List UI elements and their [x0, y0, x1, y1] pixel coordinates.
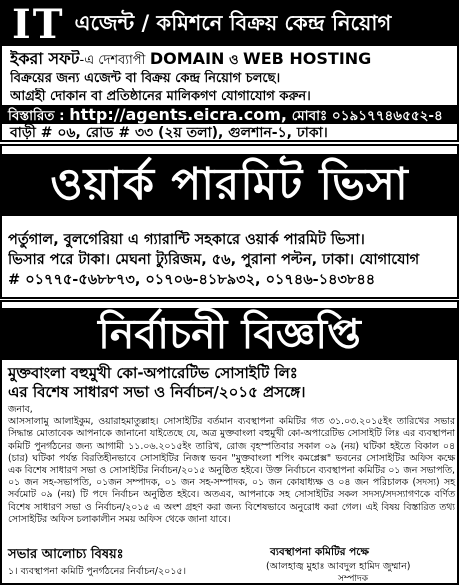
it-agent-ad: [0, 0, 459, 142]
agenda-item: ১। ব্যবস্থাপনা কমিটি পুনর্গঠনের নির্বাচন/২০১৫।: [8, 566, 187, 577]
signature-name: (আলহাজ্ব মুহাঃ আবদুল হামিদ জুম্মান): [266, 561, 411, 572]
ad2-banner: ওয়ার্ক পারমিট ভিসা: [2, 154, 457, 216]
signature-title: ব্যবস্থাপনা কমিটির পক্ষে: [270, 546, 370, 558]
web-url[interactable]: http://agents.eicra.com,: [69, 105, 287, 124]
ad1-header-bar: [2, 2, 457, 46]
ad1-line-2: বিক্রয়ের জন্য এজেন্ট বা বিক্রয় কেন্দ্র নিয়োগ চলছে।: [10, 71, 281, 86]
it-logo: IT: [12, 0, 65, 48]
ad1-and: ও: [228, 53, 239, 68]
ad1-domain: DOMAIN: [149, 50, 225, 68]
ad2-body: [8, 230, 453, 290]
ad1-web-hosting: WEB HOSTING: [243, 50, 372, 68]
signature-role: সম্পাদক: [338, 574, 369, 584]
ad3-sub-line-2: এর বিশেষ সাধারণ সভা ও নির্বাচন/২০১৫ প্রসঙ্গে।: [8, 383, 306, 401]
ad2-line-1: পর্তুগাল, বুলগেরিয়া এ গ্যারান্টি সহকারে ওয়ার্ক পারমিট ভিসা।: [8, 232, 365, 248]
ad1-address: বাড়ী # ০৬, রোড # ৩৩ (২য় তলা), গুলশান-১, ঢাকা।: [10, 125, 328, 141]
ad3-body: [8, 404, 455, 526]
phone-label: মোবাঃ: [291, 108, 328, 124]
company-name: ইকরা সফট: [10, 50, 80, 68]
ad2-line-2: ভিসার পরে টাকা। মেঘনা ট্যুরিজম, ৫৬, পুরানা পল্টন, ঢাকা। যোগাযোগ: [8, 252, 420, 268]
ad3-footer: [8, 545, 455, 584]
ad1-line-3: আগ্রহী দোকান বা প্রতিষ্ঠানের মালিকগণ যোগাযোগ করুন।: [10, 89, 311, 104]
ad1-headline: এজেন্ট / কমিশনে বিক্রয় কেন্দ্র নিয়োগ: [74, 10, 392, 35]
ad3-greeting: জনাব,: [8, 404, 33, 415]
ad1-line1-a: -এ দেশব্যাপী: [79, 53, 146, 68]
ad1-contact-bar: [2, 105, 457, 124]
ad3-body-text: আসসালামু আলাইকুম, ওয়ারাহমাতুল্লাহ। সোসাইটির বর্তমান ব্যবস্থাপনা কমিটির গত ৩১.০৩.২০১৫ইং তারিখের সভার সিদ্ধান্ত মোতাবেক আপনাকে জানানো যাইতেছে যে, অত্র মুক্তবাংলা বহুমুখী কো-অপারেটিভ সোসাইটি লিঃ এর ব্যবস্থাপনা কমিটি পুনর্গঠনের জন্য আগামী ১১.০৬.২০১৫ইং তারিখ, রোজ বৃহস্পতিবার সকাল ০৯ (নয়) ঘটিকা হইতে বিকাল ০৪ (চার) ঘটিকা পর্যন্ত বিরতিহীনভাবে সোসাইটির নিজস্ব ভবন "মুক্তবাংলা শপিং কমপ্লেক্স" ভবনের সোসাইটির অফিস কক্ষে এক বিশেষ সাধারণ সভা ও সোসাইটির নির্বাচন/২০১৫ অনুষ্ঠিত হইবে। উক্ত নির্বাচনে ব্যবস্থাপনা কমিটির ০১ জন সভাপতি, ০১ জন সহ-সভাপতি, ০১জন সম্পাদক, ০১ জন সহ-সম্পাদক, ০১ জন কোষাধ্যক্ষ ও ০৪ জন পরিচালক (সদস্য) সহ সর্বমোট ০৯ (নয়) টি পদে নির্বাচন অনুষ্ঠিত হইবে। অতএব, আপনাকে সহ সোসাইটির সকল সদস্য/সদস্যাগণকে বর্ণিত বিশেষ সাধারণ সভা ও নির্বাচন/২০১৫ এ অংশ গ্রহণ করা জন্য বিশেষভাবে অনুরোধ করা গেল। এই বিষয় বিস্তারিত তথ্য সোসাইটির অফিস চলাকালীন সময় অফিস থেকে জানা যাবে।: [8, 416, 455, 525]
ad3-subheading: [8, 364, 453, 402]
agenda-title: সভার আলোচ্য বিষয়ঃ: [8, 547, 124, 562]
phone-number: ০১৯১৭৭৪৬৫৫২-৪: [331, 108, 443, 124]
election-notice-ad: [0, 300, 459, 585]
ad2-line-3: # ০১৭৭৫-৫৬৮৮৭৩, ০১৭০৬-৪১৮৯৩২, ০১৭৪৬-১৪৩৮৪৪: [8, 272, 376, 288]
ad1-body: [10, 50, 450, 106]
ad3-banner: নির্বাচনী বিজ্ঞপ্তি: [2, 308, 457, 360]
web-label: বিস্তারিত :: [8, 108, 65, 124]
work-permit-ad: [0, 144, 459, 299]
ad3-sub-line-1: মুক্তবাংলা বহুমুখী কো-অপারেটিভ সোসাইটি লিঃ: [8, 364, 298, 382]
ad1-line-1: [10, 50, 450, 70]
